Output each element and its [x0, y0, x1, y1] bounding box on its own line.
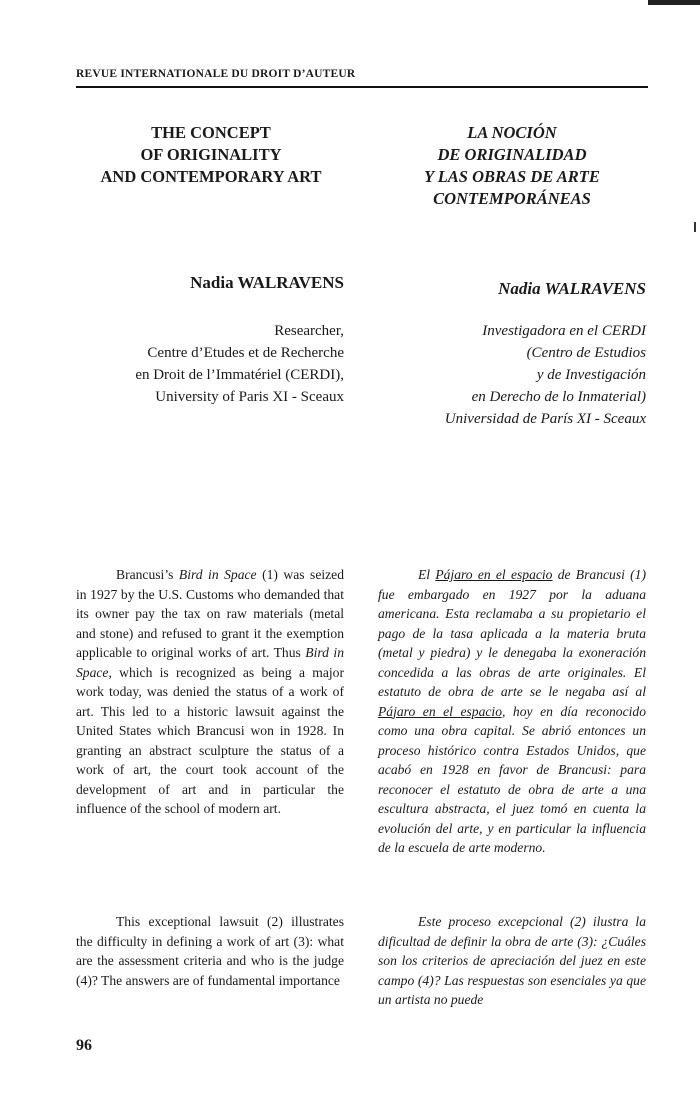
- text-run: , which is recognized as being a major work today, was denied the status of a work of art. This led to a historic lawsuit against the United States which Brancusi won in 1928. In granting an abstract sculpture the status of a work of art, the court took account of the development of art and in particular the influence of the school of modern art.: [76, 664, 344, 816]
- author-english: Nadia WALRAVENS: [190, 273, 344, 292]
- affiliation-line: en Droit de l’Immatériel (CERDI),: [135, 367, 344, 383]
- text-run: El: [418, 567, 436, 582]
- affiliation-line: Centre d’Etudes et de Recherche: [147, 345, 344, 361]
- affiliation-line: Universidad de París XI - Sceaux: [444, 411, 646, 427]
- affiliation-spanish: [376, 320, 646, 430]
- paragraph-spanish-1: [378, 565, 646, 858]
- author-spanish: Nadia WALRAVENS: [498, 279, 646, 298]
- title-line: CONTEMPORÁNEAS: [433, 189, 591, 208]
- title-line: DE ORIGINALIDAD: [437, 145, 587, 164]
- title-line: AND CONTEMPORARY ART: [100, 167, 322, 186]
- affiliation-english: [76, 320, 344, 408]
- scan-side-mark: [694, 222, 696, 232]
- affiliation-line: (Centro de Estudios: [526, 345, 646, 361]
- text-run: hoy en día reconocido como una obra capital. Se abrió entonces un proceso histórico contra Estados Unidos, que acabó en 1928 en favor de Brancusi: para reconocer el estatuto de obra de arte a una escultura abstracta, el juez tomó en cuenta la evolución del arte, y en particular la influencia de la escuela de arte moderno.: [378, 703, 646, 855]
- affiliation-line: Researcher,: [274, 323, 344, 339]
- page-number: 96: [76, 1037, 92, 1054]
- scan-edge-mark: [648, 0, 700, 5]
- paragraph-english-2: This exceptional lawsuit (2) illustrates the difficulty in defining a work of art (3): what are the assessment criteria and who is the judge (4)? The answers are of fundamental importance: [76, 914, 344, 988]
- artwork-title: Pájaro en el espacio: [435, 567, 553, 582]
- affiliation-line: en Derecho de lo Inmaterial): [471, 389, 646, 405]
- affiliation-line: y de Investigación: [536, 367, 646, 383]
- title-spanish: [376, 122, 648, 210]
- affiliation-line: Investigadora en el CERDI: [482, 323, 646, 339]
- title-english: [76, 122, 346, 188]
- paragraph-english-1: [76, 565, 344, 819]
- title-line: OF ORIGINALITY: [140, 145, 282, 164]
- title-line: Y LAS OBRAS DE ARTE: [424, 167, 600, 186]
- paragraph-spanish-2: Este proceso excepcional (2) ilustra la dificultad de definir la obra de arte (3): ¿Cuáles son los criterios de apreciación del juez en este campo (4)? Las respuestas son esenciales ya que un artista no puede: [378, 914, 646, 1007]
- title-line: LA NOCIÓN: [467, 123, 557, 142]
- artwork-title: Bird in Space: [178, 567, 257, 582]
- affiliation-line: University of Paris XI - Sceaux: [155, 389, 344, 405]
- text-run: Brancusi’s: [116, 567, 179, 582]
- text-run: de Brancusi (1) fue embargado en 1927 por la aduana americana. Esta reclamaba a su propietario el pago de la tasa aplicada a la materia bruta (metal y piedra) y le denegaba la exoneración concedida a las obras de arte originales. El estatuto de obra de arte se le negaba así al: [378, 567, 646, 699]
- artwork-title: Pájaro en el espacio,: [378, 703, 506, 719]
- title-line: THE CONCEPT: [151, 123, 271, 142]
- header-rule: [76, 86, 648, 88]
- artwork-title: Bird in Space: [76, 645, 344, 680]
- running-header: REVUE INTERNATIONALE DU DROIT D’AUTEUR: [76, 68, 356, 80]
- text-run: (1) was seized in 1927 by the U.S. Customs who demanded that its owner pay the tax on raw materials (metal and stone) and refused to grant it the exemption applicable to original works of art. Thus: [76, 567, 345, 660]
